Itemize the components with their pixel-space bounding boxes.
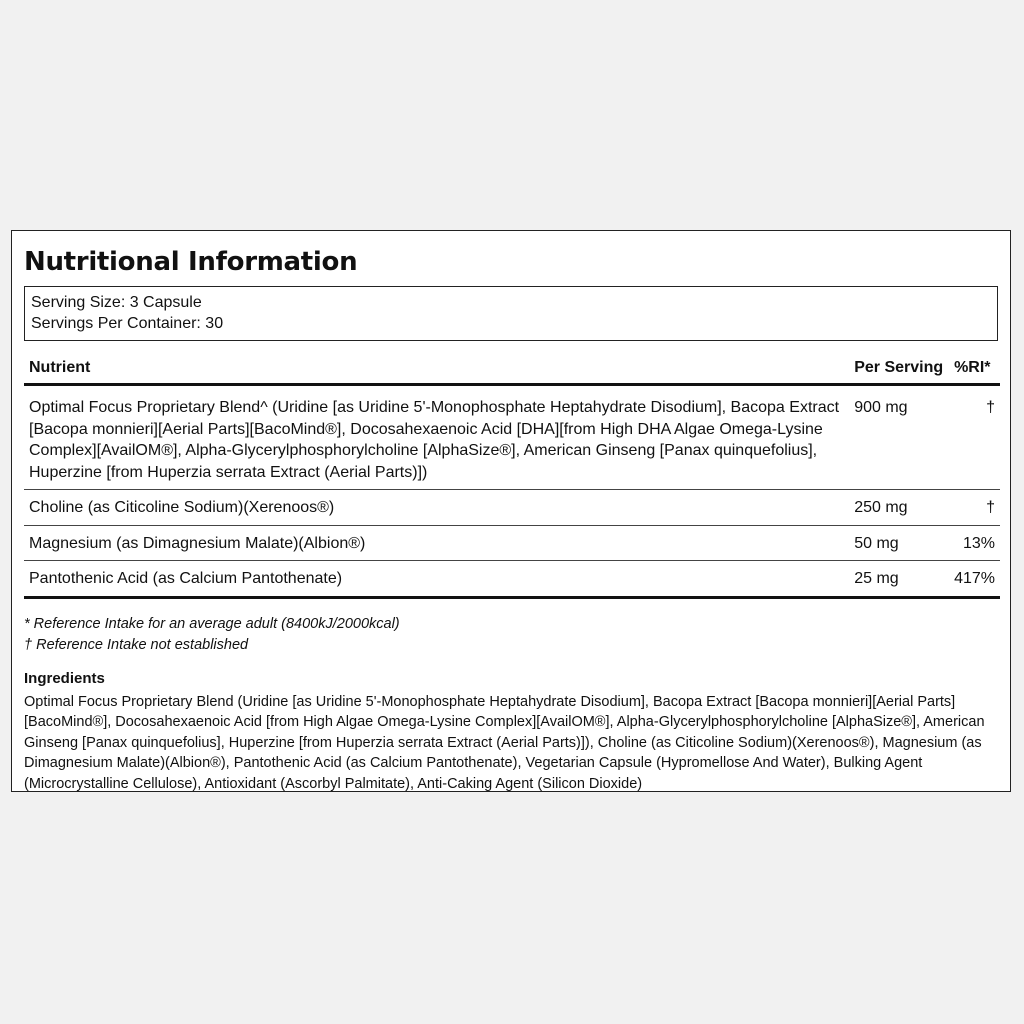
table-row: [24, 490, 1000, 526]
nutrient-amount: 50 mg: [849, 525, 949, 561]
nutrient-ri: †: [949, 490, 1000, 526]
header-ri: %RI*: [949, 355, 1000, 385]
table-row: [24, 385, 1000, 490]
nutrient-name: Choline (as Citicoline Sodium)(Xerenoos®): [24, 490, 849, 526]
table-row: [24, 525, 1000, 561]
footnote-reference-intake: * Reference Intake for an average adult (8400kJ/2000kcal): [24, 615, 400, 632]
nutrient-ri: 417%: [949, 561, 1000, 598]
nutrient-amount: 25 mg: [849, 561, 949, 598]
nutrient-ri: †: [949, 385, 1000, 490]
nutrient-ri: 13%: [949, 525, 1000, 561]
servings-per-container: Servings Per Container: 30: [31, 315, 224, 332]
ingredients-text: Optimal Focus Proprietary Blend (Uridine [as Uridine 5'-Monophosphate Heptahydrate Disodium], Bacopa Extract [Bacopa monnieri][Aerial Parts][BacoMind®], Docosahexaenoic Acid [from High Algae Omega-Lysine Complex][AvailOM®], Alpha-Glycerylphosphorylcholine [AlphaSize®], American Ginseng [Panax quinquefolius], Huperzine [from Huperzia serrata Extract (Aerial Parts)]), Choline (as Citicoline Sodium)(Xerenoos®), Magnesium (as Dimagnesium Malate)(Albion®), Pantothenic Acid (as Calcium Pantothenate), Vegetarian Capsule (Hypromellose And Water), Bulking Agent (Microcrystalline Cellulose), Antioxidant (Ascorbyl Palmitate), Anti-Caking Agent (Silicon Dioxide): [24, 693, 985, 792]
nutrient-amount: 900 mg: [849, 385, 949, 490]
panel-title: Nutritional Information: [24, 247, 358, 277]
nutrient-amount: 250 mg: [849, 490, 949, 526]
serving-size: Serving Size: 3 Capsule: [31, 294, 202, 311]
table-row: [24, 561, 1000, 598]
nutrient-name: Pantothenic Acid (as Calcium Pantothenate): [24, 561, 849, 598]
nutrient-name: Optimal Focus Proprietary Blend^ (Uridine [as Uridine 5'-Monophosphate Heptahydrate Disodium], Bacopa Extract [Bacopa monnieri][Aerial Parts][BacoMind®], Docosahexaenoic Acid [DHA][from High DHA Algae Omega-Lysine Complex][AvailOM®], Alpha-Glycerylphosphorylcholine [AlphaSize®], American Ginseng [Panax quinquefolius], Huperzine [from Huperzia serrata Extract (Aerial Parts)]): [24, 385, 849, 490]
header-nutrient: Nutrient: [24, 355, 849, 385]
footnotes: [24, 614, 998, 656]
serving-info-box: [24, 286, 998, 341]
nutrient-name: Magnesium (as Dimagnesium Malate)(Albion®): [24, 525, 849, 561]
footnote-not-established: † Reference Intake not established: [24, 636, 249, 653]
table-header-row: [24, 355, 1000, 385]
header-per-serving: Per Serving: [849, 355, 949, 385]
nutrient-table: [24, 355, 1000, 599]
nutrition-panel: [11, 230, 1011, 792]
ingredients-heading: Ingredients: [24, 669, 105, 687]
